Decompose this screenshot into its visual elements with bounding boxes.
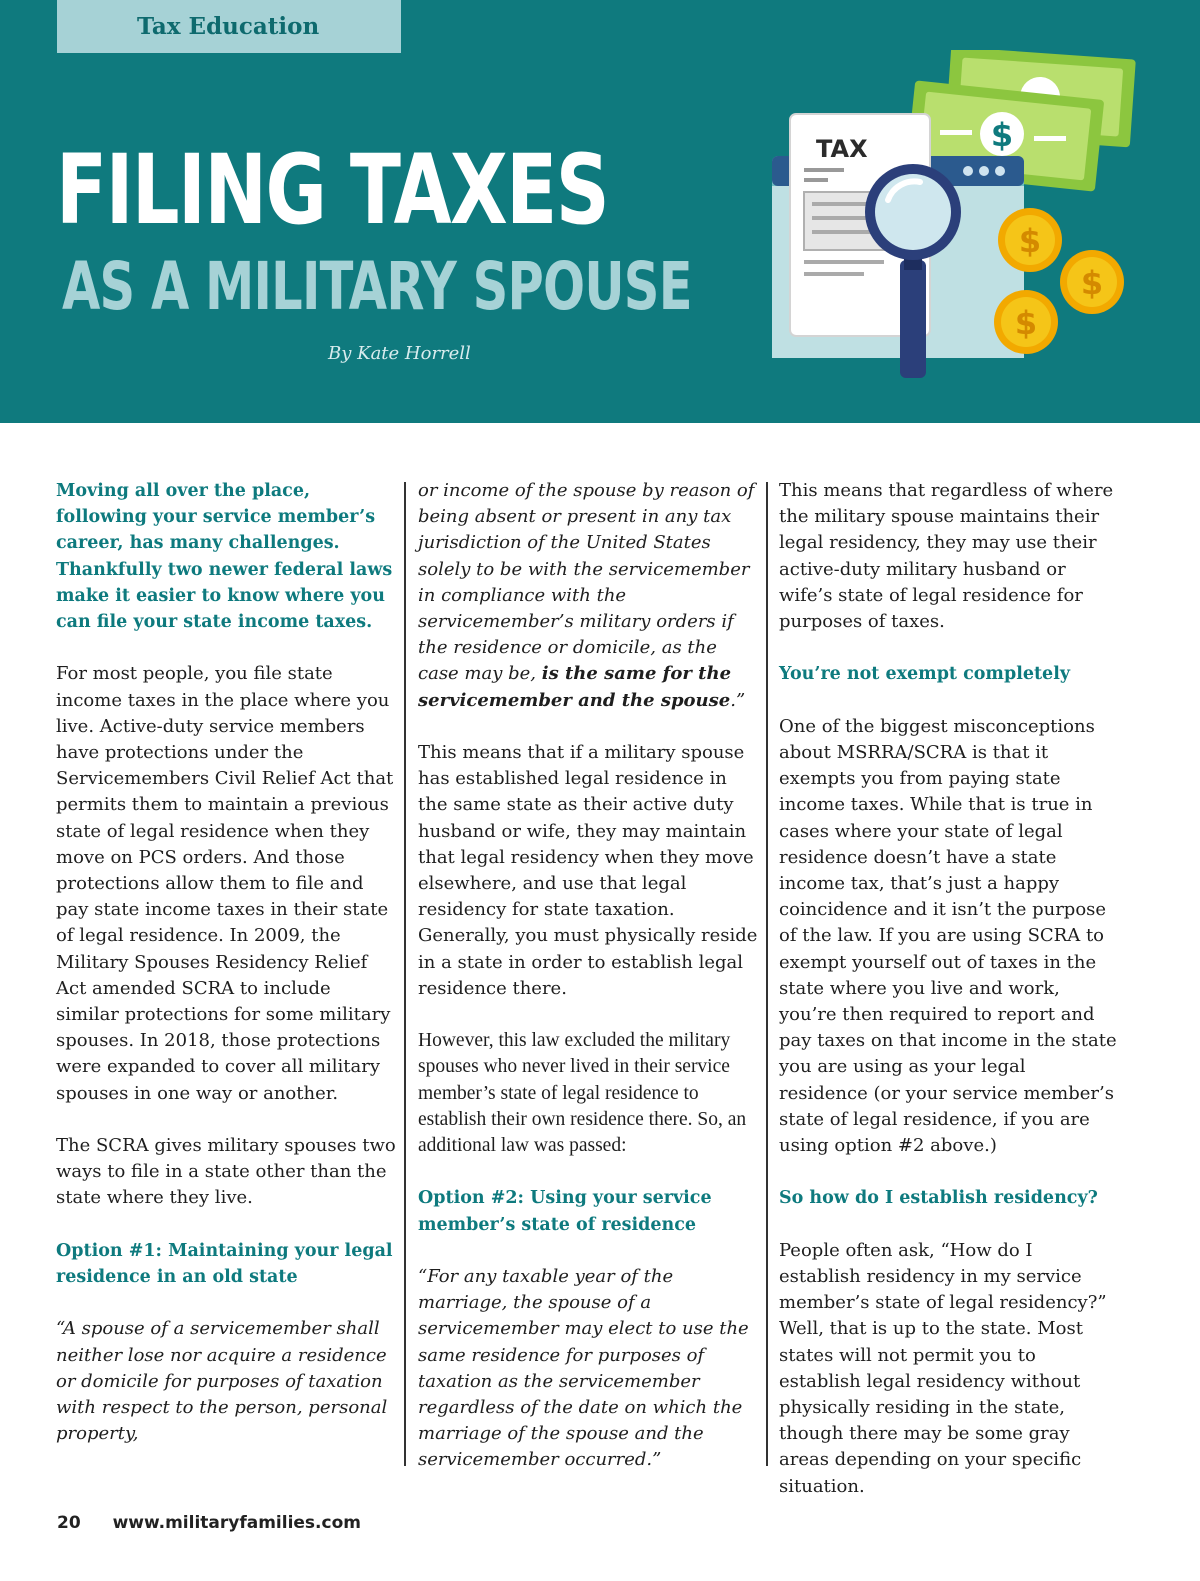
column-divider xyxy=(404,482,406,1466)
article-title: FILING TAXES xyxy=(56,134,609,246)
gold-coin-icon xyxy=(998,208,1062,272)
section-heading: Option #2: Using your service member’s state of residence xyxy=(418,1188,712,1235)
section-label: Tax Education xyxy=(137,13,320,40)
law-quote: “A spouse of a servicemember shall neither lose nor acquire a residence or domicile for purposes of taxation with respect to the person, personal property, xyxy=(56,1318,388,1445)
article-column-1 xyxy=(56,478,396,1474)
body-paragraph: One of the biggest misconceptions about MSRRA/SCRA is that it exempts you from paying state income taxes. While that is true in cases where your state of legal residence doesn’t have a state income tax, that’s just a happy coincidence and it isn’t the purpose of the law. If you are using SCRA to exempt yourself out of taxes in the state where you live and work, you’re then required to report and pay taxes on that income in the state you are using as your legal residence (or your service member’s state of legal residence, if you are using option #2 above.) xyxy=(779,715,1117,1157)
body-paragraph: The SCRA gives military spouses two ways to file in a state other than the state where they live. xyxy=(56,1135,396,1209)
article-subtitle: AS A MILITARY SPOUSE xyxy=(62,248,692,325)
article-column-2 xyxy=(418,478,758,1500)
website-url: www.militaryfamilies.com xyxy=(112,1513,361,1533)
section-heading: Option #1: Maintaining your legal residence in an old state xyxy=(56,1240,393,1288)
section-tab xyxy=(57,0,401,53)
svg-text:$: $ xyxy=(1014,304,1038,342)
header-banner xyxy=(0,0,1200,423)
gold-coin-icon xyxy=(1060,250,1124,314)
column-divider xyxy=(766,482,768,1466)
body-paragraph: For most people, you file state income taxes in the place where you live. Active-duty service members have protections under the Servicemembers Civil Relief Act that permits them to maintain a previous state of legal residence when they move on PCS orders. And those protections allow them to file and pay state income taxes in their state of legal residence. In 2009, the Military Spouses Residency Relief Act amended SCRA to include similar protections for some military spouses. In 2018, those protections were expanded to cover all military spouses in one way or another. xyxy=(56,663,394,1104)
body-paragraph: This means that if a military spouse has established legal residence in the same state as their active duty husband or wife, they may maintain that legal residency when they move elsewhere, and use that legal residency for state taxation. Generally, you must physically reside in a state in order to establish legal residence there. xyxy=(418,742,758,999)
svg-text:$: $ xyxy=(1080,264,1104,302)
quote-end: .” xyxy=(730,689,746,711)
tax-illustration xyxy=(770,50,1140,380)
svg-text:$: $ xyxy=(990,116,1014,154)
law-quote: “For any taxable year of the marriage, the spouse of a servicemember may elect to use the same residence for purposes of taxation as the servicemember regardless of the date on which the marriage of the spouse and the servicemember occurred.” xyxy=(418,1266,749,1471)
gold-coin-icon xyxy=(994,290,1058,354)
tax-form-label: TAX xyxy=(816,135,868,163)
quote-text: or income of the spouse by reason of being absent or present in any tax jurisdiction of the United States solely to be with the servicemember in compliance with the servicemember’s military orders if the residence or domicile, as the case may be, xyxy=(418,480,755,685)
lead-paragraph: Moving all over the place, following your service member’s career, has many challenges. Thankfully two newer federal laws make it easier to know where you can file your state income taxes. xyxy=(56,481,393,633)
section-heading: You’re not exempt completely xyxy=(779,664,1071,685)
body-paragraph: However, this law excluded the military spouses who never lived in their service member’s state of legal residence to establish their own residence there. So, an additional law was passed: xyxy=(418,1030,747,1157)
quote-emphasis: is the same for the servicemember and the spouse xyxy=(418,663,732,711)
body-paragraph: This means that regardless of where the military spouse maintains their legal residency, they may use their active-duty military husband or wife’s state of legal residence for purposes of taxes. xyxy=(779,480,1114,633)
svg-text:$: $ xyxy=(1018,222,1042,260)
article-column-3 xyxy=(779,478,1119,1526)
law-quote-continued xyxy=(418,478,758,714)
section-heading: So how do I establish residency? xyxy=(779,1188,1098,1209)
page-footer xyxy=(57,1513,361,1533)
byline: By Kate Horrell xyxy=(328,343,471,364)
page-number: 20 xyxy=(57,1513,81,1533)
body-paragraph: People often ask, “How do I establish residency in my service member’s state of legal residency?” Well, that is up to the state. Most states will not permit you to establish legal residency without physically residing in the state, though there may be some gray areas depending on your specific situation. xyxy=(779,1239,1107,1497)
